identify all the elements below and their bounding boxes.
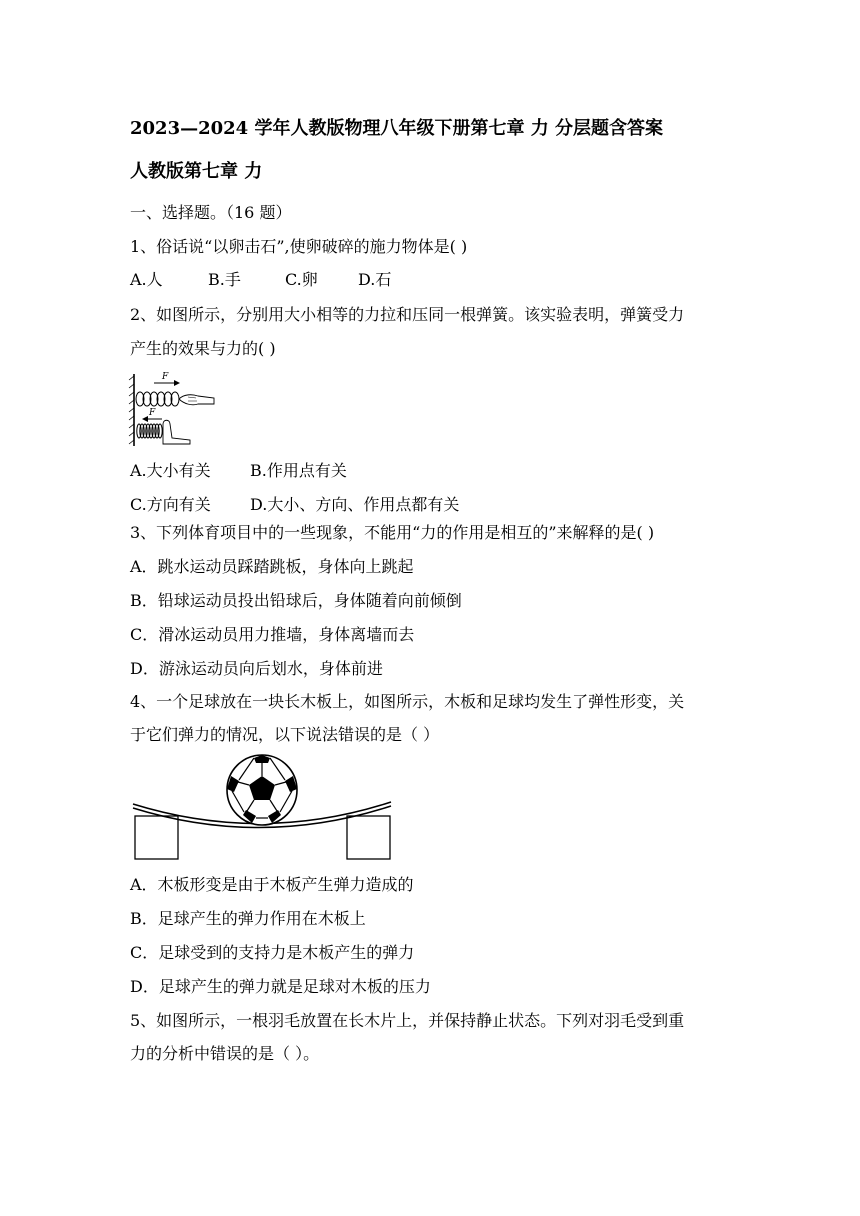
soccer-ball-icon	[227, 755, 297, 825]
question-1-stem: 1、俗话说“以卵击石”,使卵破碎的施力物体是( )	[130, 237, 468, 256]
spring-figure	[126, 368, 222, 448]
option-c: C.卵	[285, 270, 318, 289]
question-5-stem-line-2: 力的分析中错误的是（ ）。	[130, 1044, 320, 1063]
question-2-stem-line-2: 产生的效果与力的( )	[130, 339, 276, 358]
option-d: D.大小、方向、作用点都有关	[250, 495, 460, 514]
upper-force-label: F	[162, 372, 169, 382]
option-a: A.人	[130, 270, 163, 289]
option-b: B.作用点有关	[250, 461, 347, 480]
question-2-stem-line-1: 2、如图所示，分别用大小相等的力拉和压同一根弹簧。该实验表明，弹簧受力	[130, 305, 685, 324]
question-4-option-d: D．足球产生的弹力就是足球对木板的压力	[130, 977, 431, 996]
document-subtitle: 人教版第七章 力	[130, 161, 263, 182]
question-3-option-b: B．铅球运动员投出铅球后，身体随着向前倾倒	[130, 591, 462, 610]
question-5-stem-line-1: 5、如图所示，一根羽毛放置在长木片上，并保持静止状态。下列对羽毛受到重	[130, 1011, 685, 1030]
question-3-option-d: D．游泳运动员向后划水，身体前进	[130, 659, 383, 678]
question-3-option-a: A．跳水运动员踩踏跳板，身体向上跳起	[130, 557, 414, 576]
lower-force-label: F	[149, 408, 156, 418]
question-4-option-a: A．木板形变是由于木板产生弹力造成的	[130, 875, 414, 894]
option-b: B.手	[208, 270, 241, 289]
question-4-stem-line-1: 4、一个足球放在一块长木板上，如图所示，木板和足球均发生了弹性形变，关	[130, 692, 685, 711]
option-c: C.方向有关	[130, 495, 211, 514]
ball-on-board-figure	[130, 752, 395, 864]
question-3-stem: 3、下列体育项目中的一些现象，不能用“力的作用是相互的”来解释的是( )	[130, 523, 655, 542]
section-heading: 一、选择题。（16 题）	[130, 203, 292, 222]
option-d: D.石	[358, 270, 392, 289]
question-4-option-c: C．足球受到的支持力是木板产生的弹力	[130, 943, 415, 962]
question-3-option-c: C．滑冰运动员用力推墙，身体离墙而去	[130, 625, 415, 644]
question-4-stem-line-2: 于它们弹力的情况，以下说法错误的是（ ）	[130, 725, 440, 744]
question-4-option-b: B．足球产生的弹力作用在木板上	[130, 909, 366, 928]
option-a: A.大小有关	[130, 461, 211, 480]
document-title: 2023—2024 学年人教版物理八年级下册第七章 力 分层题含答案	[130, 118, 663, 139]
